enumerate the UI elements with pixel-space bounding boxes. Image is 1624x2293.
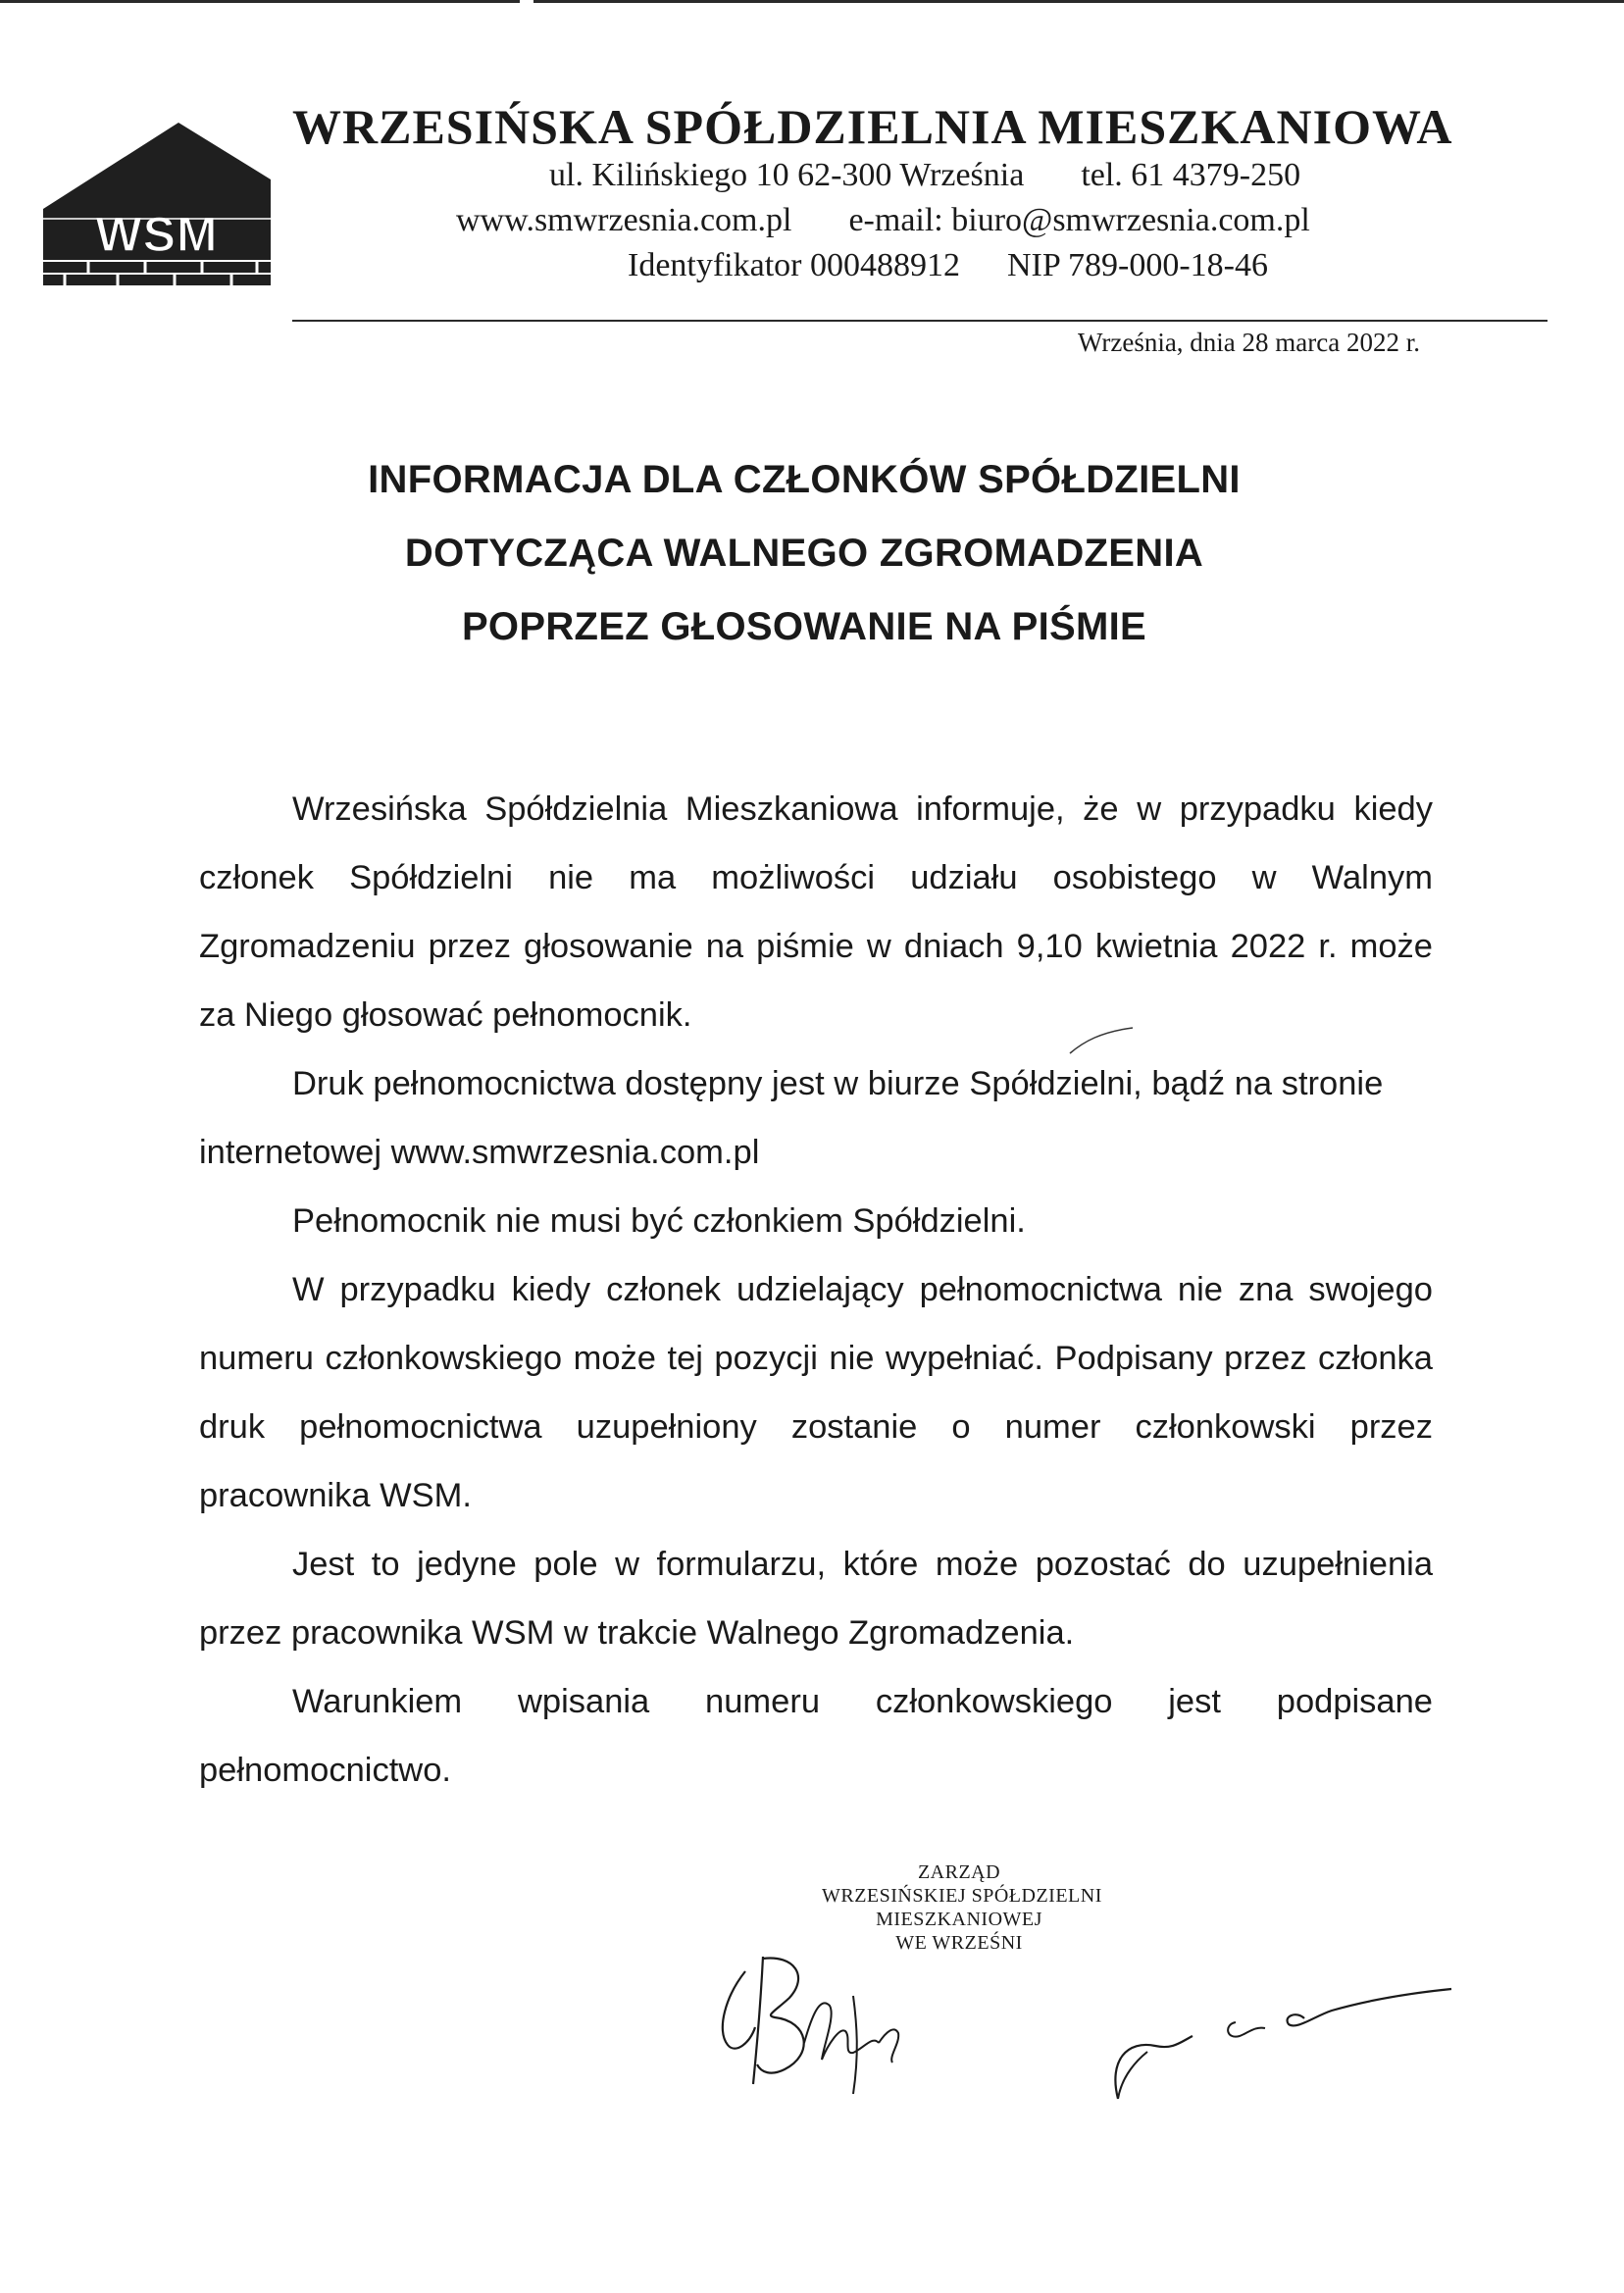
title-line-1: INFORMACJA DLA CZŁONKÓW SPÓŁDZIELNI	[368, 458, 1241, 501]
scan-edge-line	[0, 0, 1624, 3]
website: www.smwrzesnia.com.pl	[456, 202, 792, 238]
scan-edge-gap	[520, 0, 533, 4]
address-line	[549, 157, 1300, 194]
stamp-line-4: WE WRZEŚNI	[895, 1932, 1023, 1954]
identifier: Identyfikator 000488912	[628, 247, 960, 283]
signature-2	[1079, 1981, 1471, 2128]
pen-stroke-mark	[1064, 1020, 1142, 1059]
stamp-line-1: ZARZĄD	[917, 1861, 1001, 1883]
stamp-line-2: WRZESIŃSKIEJ SPÓŁDZIELNI	[822, 1885, 1102, 1907]
identifiers-line	[628, 247, 1268, 284]
wsm-logo	[43, 123, 271, 285]
letter-date: Września, dnia 28 marca 2022 r.	[1077, 328, 1420, 357]
paragraph-5: Jest to jedyne pole w formularzu, które może pozostać do uzupełnienia przez pracownika WSM w trakcie Walnego Zgromadzenia.	[199, 1546, 1433, 1652]
paragraph-1: Wrzesińska Spółdzielnia Mieszkaniowa informuje, że w przypadku kiedy członek Spółdzielni nie ma możliwości udziału osobistego w Walnym Zgromadzeniu przez głosowanie na piśmie w dniach 9,10 kwietnia 2022 r. może za Niego głosować pełnomocnik.	[199, 790, 1433, 1034]
letterhead-rule	[292, 320, 1548, 322]
address: ul. Kilińskiego 10 62-300 Września	[549, 157, 1025, 193]
paragraph-2: Druk pełnomocnictwa dostępny jest w biurze Spółdzielni, bądź na stronie internetowej www.smwrzesnia.com.pl	[199, 1065, 1384, 1171]
title-line-3: POPRZEZ GŁOSOWANIE NA PIŚMIE	[461, 605, 1147, 648]
organization-name: WRZESIŃSKA SPÓŁDZIELNIA MIESZKANIOWA	[292, 99, 1453, 154]
document-title	[196, 443, 1412, 664]
contact-line	[456, 202, 1310, 239]
document-body	[199, 775, 1433, 1805]
signature-1	[706, 1937, 922, 2104]
paragraph-4: W przypadku kiedy członek udzielający pełnomocnictwa nie zna swojego numeru członkowskiego może tej pozycji nie wypełniać. Podpisany przez członka druk pełnomocnictwa uzupełniony zostanie o numer członkowski przez pracownika WSM.	[199, 1271, 1433, 1514]
phone: tel. 61 4379-250	[1081, 157, 1301, 193]
stamp-line-3: MIESZKANIOWEJ	[876, 1909, 1042, 1930]
email: e-mail: biuro@smwrzesnia.com.pl	[848, 202, 1310, 238]
logo-lettering: WSM	[95, 207, 219, 262]
nip: NIP 789-000-18-46	[1007, 247, 1268, 283]
paragraph-3: Pełnomocnik nie musi być członkiem Spółdzielni.	[292, 1202, 1026, 1240]
title-line-2: DOTYCZĄCA WALNEGO ZGROMADZENIA	[404, 532, 1204, 575]
paragraph-6: Warunkiem wpisania numeru członkowskiego jest podpisane pełnomocnictwo.	[199, 1683, 1433, 1789]
